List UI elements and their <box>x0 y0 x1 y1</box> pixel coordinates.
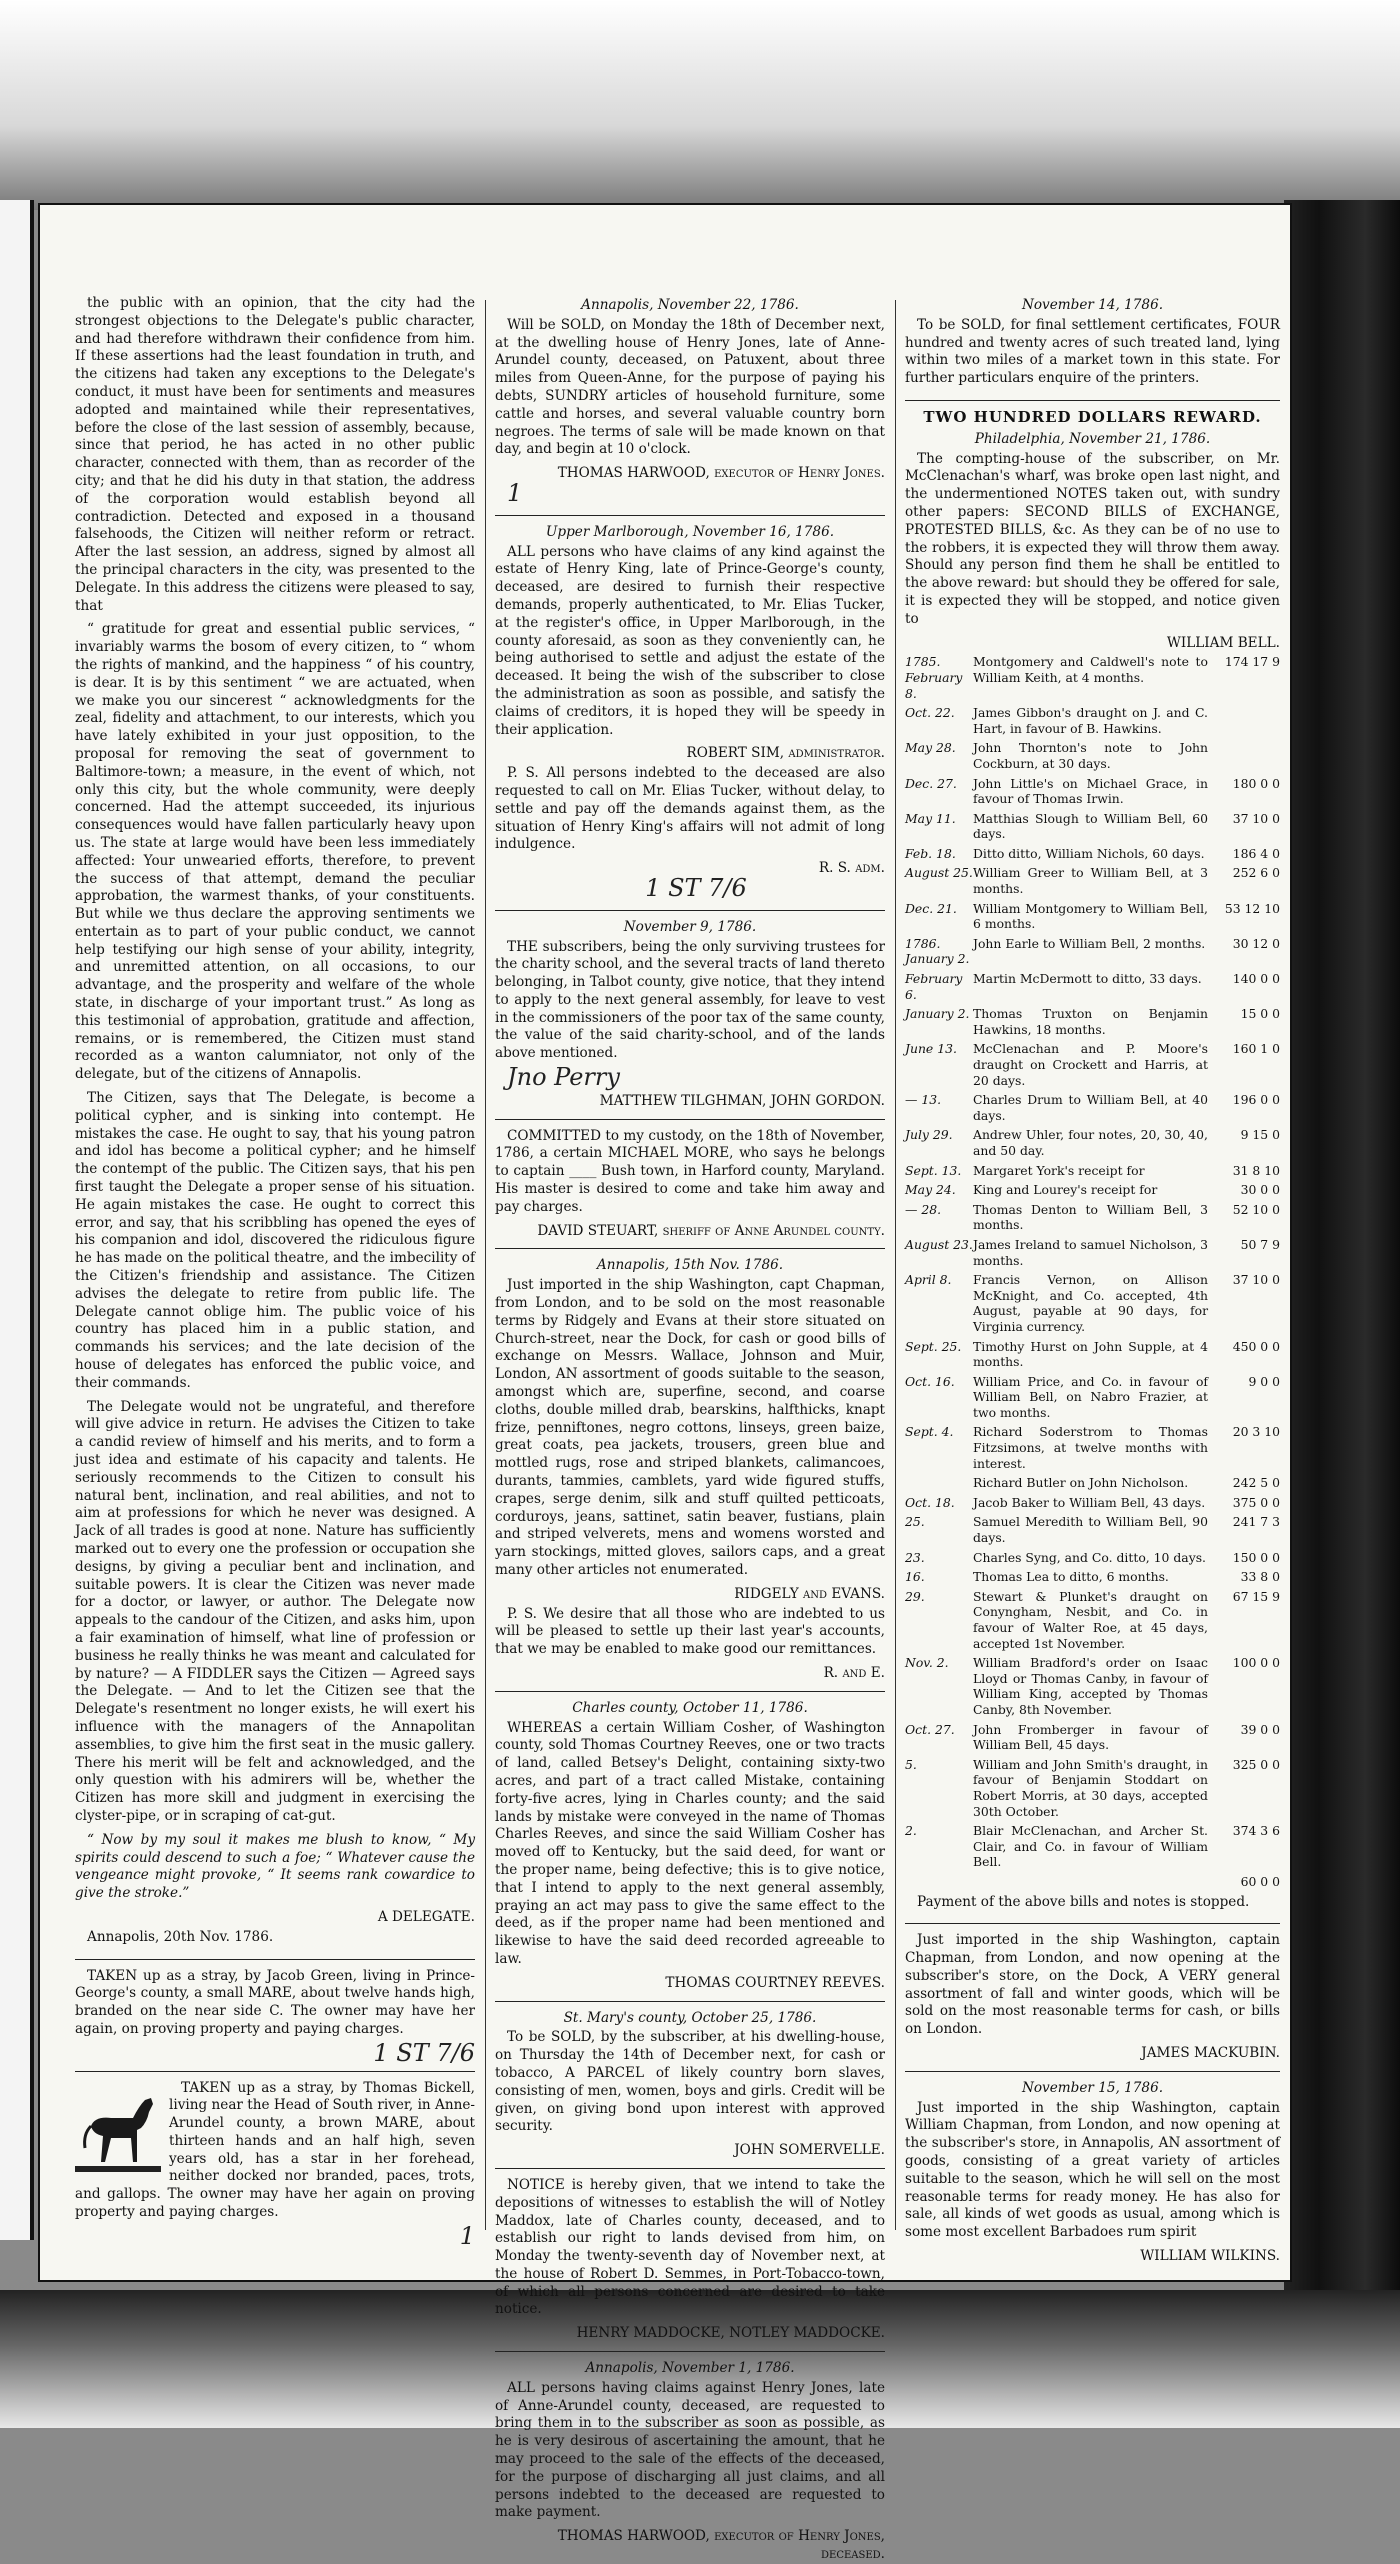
ledger-date: 16. <box>905 1569 925 1585</box>
ledger-desc: Stewart & Plunket's draught on Conyngham, Nesbit, and Co. in favour of Walter Roe, at 45 days, accepted 1st November. <box>973 1588 1208 1651</box>
ledger-row <box>905 1722 1280 1753</box>
ad-text: NOTICE is hereby given, that we intend to take the depositions of witnesses to establish the will of Notley Maddox, late of Charles county, deceased, and to establish our right to lands devised from him, on Monday the twenty-seventh day of November next, at the house of Robert D. Semmes, in Port-Tobacco-town, of which all persons concerned are desired to take notice. <box>495 2176 885 2318</box>
ledger-desc: Jacob Baker to William Bell, 43 days. <box>973 1494 1206 1510</box>
ledger-row <box>905 846 1280 862</box>
ad-text: Will be SOLD, on Monday the 18th of December next, at the dwelling house of Henry Jones, late of Anne-Arundel county, deceased, on Patuxent, about three miles from Queen-Anne, for the purpose of paying his debts, SUNDRY articles of household furniture, some cattle and horses, and several valuable country born negroes. The terms of sale will be made known on that day, and begin at 10 o'clock. <box>495 316 885 458</box>
ledger-desc: Thomas Lea to ditto, 6 months. <box>973 1569 1169 1585</box>
payment-note: Payment of the above bills and notes is stopped. <box>917 1893 1250 1910</box>
advertisement <box>905 2080 1280 2266</box>
ledger-desc: James Ireland to samuel Nicholson, 3 months. <box>973 1236 1208 1268</box>
ledger-amount: 33 8 0 <box>1240 1569 1280 1585</box>
ad-postscript: P. S. We desire that all those who are indebted to us will be pleased to settle up their last year's accounts, that we may be enabled to make good our remittances. <box>495 1605 885 1658</box>
column-rule <box>895 300 896 2230</box>
ledger-row <box>905 1424 1280 1471</box>
ledger-row <box>905 865 1280 896</box>
advertisement <box>495 1257 885 1691</box>
ledger-row <box>905 1550 1280 1566</box>
ad-text: To be SOLD, for final settlement certificates, FOUR hundred and twenty acres of such treated land, lying within two miles of a market town in this state. For further particulars enquire of the printers. <box>905 316 1280 387</box>
ledger-row <box>905 1182 1280 1198</box>
ledger-date: Oct. 22. <box>905 705 955 721</box>
ad-dateline: Annapolis, November 1, 1786. <box>585 2360 795 2377</box>
ledger-desc: John Fromberger in favour of William Bell, 45 days. <box>973 1721 1208 1753</box>
ad-dateline: St. Mary's county, October 25, 1786. <box>563 2009 817 2026</box>
ledger-desc: William Bradford's order on Isaac Lloyd or Thomas Canby, in favour of William King, accepted by Thomas Canby, 8th November. <box>973 1655 1208 1717</box>
ad-text: COMMITTED to my custody, on the 18th of November, 1786, a certain MICHAEL MORE, who says he belongs to captain ____ Bush town, in Harford county, Maryland. His master is desired to come and take him away and pay charges. <box>495 1127 885 1215</box>
ad-text: Just imported in the ship Washington, captain William Chapman, from London, and now opening at the subscriber's store, in Annapolis, AN assortment of goods, consisting of a great variety of articles suitable to the season, which he will sell on the most reasonable terms for ready money. He has also for sale, all kinds of wet goods as usual, among which is some most excellent Barbadoes rum spirit <box>905 2099 1280 2241</box>
ledger-desc: McClenachan and P. Moore's draught on Crockett and Harris, at 20 days. <box>973 1041 1208 1088</box>
ledger-desc: John Little's on Michael Grace, in favour of Thomas Irwin. <box>973 775 1208 807</box>
ad-text: To be SOLD, by the subscriber, at his dwelling-house, on Thursday the 14th of December next, for cash or tobacco, A PARCEL of likely country born slaves, consisting of men, women, boys and girls. Credit will be given, on giving bond upon interest with approved security. <box>495 2029 885 2135</box>
article-verse: “ Now by my soul it makes me blush to know, “ My spirits could descend to such a foe; “ Whatever cause the vengeance might provoke, “ It seems rank cowardice to give the stroke.” <box>75 1831 475 1902</box>
advertisement <box>495 524 885 911</box>
ledger-desc: William Greer to William Bell, at 3 months. <box>973 865 1208 897</box>
ledger-desc: Thomas Truxton on Benjamin Hawkins, 18 months. <box>973 1006 1208 1037</box>
ledger-row <box>905 740 1280 771</box>
column-right <box>905 295 1280 2265</box>
ledger-row <box>905 901 1280 932</box>
ledger-desc: Ditto ditto, William Nichols, 60 days. <box>973 845 1205 861</box>
ad-signature: WILLIAM BELL. <box>1166 634 1280 651</box>
ledger-desc: William Montgomery to William Bell, 6 months. <box>973 900 1208 932</box>
ledger-row <box>905 1237 1280 1268</box>
ledger-amount: 30 12 0 <box>1232 935 1280 951</box>
ledger-amount: 100 0 0 <box>1232 1655 1280 1671</box>
ledger-row <box>905 1823 1280 1870</box>
advertisement <box>495 2177 885 2352</box>
ad-dateline: November 14, 1786. <box>1021 297 1164 313</box>
ledger-date: 1785. February 8. <box>905 654 963 701</box>
ledger-amount: 242 5 0 <box>1232 1475 1280 1491</box>
handwritten-mark: 1 <box>459 2221 475 2250</box>
ledger-desc: William and John Smith's draught, in favour of Benjamin Stoddart on Robert Morris, at 30 days, accepted 30th October. <box>973 1756 1208 1819</box>
ledger-row <box>905 1655 1280 1717</box>
ledger-amount: 374 3 6 <box>1232 1823 1280 1839</box>
advertisement <box>495 1128 885 1250</box>
ledger-date <box>905 1475 973 1491</box>
ledger-row <box>905 1589 1280 1651</box>
ledger-desc: King and Lourey's receipt for <box>973 1182 1158 1198</box>
ledger-date: May 24. <box>905 1182 956 1198</box>
ledger-desc: James Gibbon's draught on J. and C. Hart, in favour of B. Hawkins. <box>973 705 1208 736</box>
advertisement <box>495 919 885 1120</box>
ledger-desc: Samuel Meredith to William Bell, 90 days. <box>973 1514 1208 1546</box>
ledger-amount: 180 0 0 <box>1232 775 1280 791</box>
ledger-desc: John Earle to William Bell, 2 months. <box>973 935 1206 951</box>
column-left <box>75 295 475 2250</box>
article-paragraph: The Delegate would not be ungrateful, and therefore will give advice in return. He advises the Citizen to take a candid review of himself and his merits, and to form a just idea and estimate of his capacity and talents. He seriously recommends to the Citizen to consult his natural bent, inclination, and real abilities, and not to aim at professions for which he never was designed. A Jack of all trades is good at none. Nature has sufficiently marked out to every one the profession or occupation she designs, by giving a peculiar bent and inclination, and suitable powers. It is clear the Citizen was never made for a doctor, or lawyer, or author. The Delegate now appeals to the candour of the Citizen, and asks him, upon a fair examination of himself, what line of profession or business he really thinks he was meant and calculated for by nature? — A FIDDLER says the Citizen — Agreed says the Delegate. — And to let the Citizen see that the Delegate's resentment no longer exists, he will exert his influence with the managers of the Annapolitan assemblies, to give him the first seat in the music gallery. There his merit will be felt and acknowledged, and the only question with his admirers will be, whether the Citizen has more skill and judgment in exercising the clyster-pipe, or in scraping of cat-gut. <box>75 1398 475 1824</box>
ledger-row <box>905 1163 1280 1179</box>
ad-signature: HENRY MADDOCKE, NOTLEY MADDOCKE. <box>576 2325 885 2342</box>
ledger-row <box>905 936 1280 967</box>
ledger-amount: 196 0 0 <box>1232 1092 1280 1108</box>
ad-postscript: P. S. All persons indebted to the deceased are also requested to call on Mr. Elias Tucker, without delay, to settle and pay off the demands against them, as the situation of Henry King's affairs will not admit of long indulgence. <box>495 765 885 853</box>
ledger-amount: 30 0 0 <box>1240 1182 1280 1198</box>
ledger-amount: 15 0 0 <box>1240 1006 1280 1022</box>
ledger-date: 25. <box>905 1514 925 1530</box>
ledger-date: Dec. 21. <box>905 900 957 916</box>
ledger-date: January 2. <box>905 1006 970 1022</box>
ad-initials: R. S. adm. <box>818 860 885 877</box>
ledger-desc: Matthias Slough to William Bell, 60 days. <box>973 810 1208 842</box>
ledger-date: 2. <box>905 1823 917 1839</box>
ledger-amount: 375 0 0 <box>1232 1494 1280 1510</box>
ledger-amount: 252 6 0 <box>1232 865 1280 881</box>
ad-signature: MATTHEW TILGHMAN, JOHN GORDON. <box>599 1092 885 1109</box>
ledger-desc: Thomas Denton to William Bell, 3 months. <box>973 1201 1208 1233</box>
ledger-row <box>905 1127 1280 1158</box>
ledger-amount: 52 10 0 <box>1232 1201 1280 1217</box>
ad-dateline: Charles county, October 11, 1786. <box>572 1699 808 1716</box>
ad-text: Just imported in the ship Washington, captain Chapman, from London, and now opening at the subscriber's store, on the Dock, A VERY general assortment of fall and winter goods, which will be sold on the most reasonable terms for cash, or bills on London. <box>905 1932 1280 2038</box>
ledger-row <box>905 1514 1280 1545</box>
ledger-amount: 9 15 0 <box>1240 1127 1280 1143</box>
ad-initials: R. and E. <box>823 1664 885 1681</box>
ledger-row <box>905 1272 1280 1334</box>
ledger-row <box>905 1874 1280 1890</box>
stray-notice <box>75 2079 475 2250</box>
article-paragraph: the public with an opinion, that the city had the strongest objections to the Delegate's public character, and had therefore withdrawn their confidence from him. If these assertions had the least foundation in truth, and the citizens had taken any exceptions to the Delegate's conduct, it must have been for sentiments and measures adopted and maintained while their representatives, before the close of the last session of assembly, because, since that period, he has acted in no other public character, connected with them, than as recorder of the city; and that he did his duty in that station, the address of the corporation would establish beyond all contradiction. Detected and exposed in a thousand falsehoods, the Citizen will neither reform or retract. After the last session, an address, signed by almost all the principal characters in the city, was presented to the Delegate. In this address the citizens were pleased to say, that <box>75 295 475 614</box>
ledger-amount: 39 0 0 <box>1240 1721 1280 1737</box>
ledger-desc: Timothy Hurst on John Supple, at 4 months. <box>973 1338 1208 1370</box>
advertisement <box>495 1700 885 2002</box>
ad-dateline: November 9, 1786. <box>623 918 757 935</box>
ledger-date: 5. <box>905 1756 917 1772</box>
ledger-amount: 9 0 0 <box>1248 1373 1280 1389</box>
ledger-row <box>905 1006 1280 1037</box>
ledger-date: April 8. <box>905 1272 952 1288</box>
ledger-date: — 13. <box>905 1092 942 1108</box>
advertisement <box>905 297 1280 401</box>
reward-title: TWO HUNDRED DOLLARS REWARD. <box>923 407 1262 426</box>
ad-signature: THOMAS HARWOOD, executor of Henry Jones. <box>557 465 885 482</box>
ledger-amount: 450 0 0 <box>1232 1338 1280 1354</box>
ad-text: ALL persons who have claims of any kind against the estate of Henry King, late of Prince-George's county, deceased, are desired to furnish their respective demands, properly authenticated, to Mr. Elias Tucker, at the register's office, in Upper Marlborough, in the county aforesaid, as soon as they conveniently can, he being authorised to settle and adjust the estate of the deceased. It being the wish of the subscriber to close the administration as soon as possible, and satisfy the claims of creditors, it is hoped they will be speedy in their application. <box>495 543 885 738</box>
ad-signature: JOHN SOMERVELLE. <box>734 2142 885 2159</box>
ledger-desc: Martin McDermott to ditto, 33 days. <box>973 971 1202 987</box>
ledger-row <box>905 1569 1280 1585</box>
ledger-row <box>905 1475 1280 1491</box>
ledger-row <box>905 1757 1280 1819</box>
ledger-date <box>905 1874 973 1890</box>
ad-text: ALL persons having claims against Henry Jones, late of Anne-Arundel county, deceased, are requested to bring them in to the subscriber as soon as possible, as he is very desirous of ascertaining the amount, that he may proceed to the sale of the effects of the deceased, for the purpose of discharging all just claims, and all persons indebted to the deceased are requested to make payment. <box>495 2379 885 2521</box>
ledger-desc <box>973 1874 1208 1890</box>
ledger-amount: 325 0 0 <box>1232 1756 1280 1772</box>
ledger-amount: 67 15 9 <box>1232 1588 1280 1604</box>
ad-dateline: Annapolis, November 22, 1786. <box>581 297 799 313</box>
column-middle <box>495 295 885 2563</box>
handwritten-mark: 1 ST 7/6 <box>373 2038 475 2067</box>
ledger-date: 23. <box>905 1549 925 1565</box>
horse-woodcut-icon <box>75 2082 161 2174</box>
ledger-amount <box>1208 705 1280 736</box>
ad-signature: THOMAS HARWOOD, executor of Henry Jones, deceased. <box>557 2528 885 2563</box>
ledger-amount: 53 12 10 <box>1224 900 1280 916</box>
ad-text: THE subscribers, being the only surviving trustees for the charity school, and the several tracts of land thereto belonging, in Talbot county, give notice, that they intend to apply to the next general assembly, for leave to vest in the commissioners of the poor tax of the same county, the value of the said charity-school, and of the lands above mentioned. <box>495 938 885 1062</box>
ad-signature: ROBERT SIM, administrator. <box>686 745 885 762</box>
ledger-date: Sept. 13. <box>905 1162 962 1178</box>
stray-notice-text: TAKEN up as a stray, by Jacob Green, living in Prince-George's county, a small MARE, about twelve hands high, branded on the near side C. The owner may have her again, on proving property and paying charges. <box>75 1967 475 2037</box>
ledger-date: 29. <box>905 1588 925 1604</box>
notes-ledger <box>905 654 1280 1870</box>
stray-notice-text: TAKEN up as a stray, by Thomas Bickell, living near the Head of South river, in Anne-Arundel county, a brown MARE, about thirteen hands and an half high, seven years old, has a star in her forehead, neither docked nor branded, paces, trots, and gallops. The owner may have her again on proving property and paying charges. <box>75 2079 475 2221</box>
ad-text: WHEREAS a certain William Cosher, of Washington county, sold Thomas Courtney Reeves, one or two tracts of land, called Betsey's Delight, containing sixty-two acres, and part of a tract called Mistake, containing forty-five acres, lying in Charles county; and the said lands by mistake were conveyed in the name of Thomas Charles Reeves, and since the said William Cosher has moved off to Kentucky, but the said deed, for want or the proper name, being defective; this is to give notice, that I intend to apply to the next general assembly, praying an act may pass to give the same effect to the deed, as if the proper name had been mentioned and likewise to have the said deed recorded agreeable to law. <box>495 1719 885 1967</box>
ad-dateline: November 15, 1786. <box>1021 2079 1164 2096</box>
ledger-amount <box>1208 740 1280 771</box>
ledger-date: — 28. <box>905 1201 942 1217</box>
ledger-date: Oct. 18. <box>905 1494 955 1510</box>
ledger-date: Sept. 25. <box>905 1338 962 1354</box>
advertisement <box>495 297 885 516</box>
ledger-desc: John Thornton's note to John Cockburn, at 30 days. <box>973 740 1208 771</box>
ledger-date: 1786. January 2. <box>905 935 970 967</box>
ledger-date: Dec. 27. <box>905 775 957 791</box>
ledger-amount: 37 10 0 <box>1232 1272 1280 1288</box>
ad-dateline: Upper Marlborough, November 16, 1786. <box>545 523 835 540</box>
ad-text: Just imported in the ship Washington, capt Chapman, from London, and to be sold on the most reasonable terms by Ridgely and Evans at their store situated on Church-street, near the Dock, for cash or good bills of exchange on Messrs. Wallace, Johnson and Muir, London, AN assortment of goods suitable to the season, amongst which are, superfine, second, and coarse cloths, double milled drab, bearskins, halfthicks, knapt frize, penniftones, negro cottons, linseys, green baize, great coats, pea jackets, trousers, green blue and mottled rugs, rose and striped blankets, calimancoes, durants, tammies, camblets, yard wide figured stuffs, crapes, serge denim, silk and stuff quilted petticoats, corduroys, jeans, sattinet, satin beaver, fustians, plain and striped velverets, mens and womens worsted and yarn stockings, mitted gloves, sailors caps, and a great many other articles not enumerated. <box>495 1277 885 1578</box>
previous-page-edge <box>0 200 34 2240</box>
ledger-desc: Montgomery and Caldwell's note to William Keith, at 4 months. <box>973 654 1208 685</box>
ledger-date: Nov. 2. <box>905 1655 949 1671</box>
advertisement <box>495 2010 885 2169</box>
ledger-date: July 29. <box>905 1127 953 1143</box>
ledger-amount: 150 0 0 <box>1232 1549 1280 1565</box>
ledger-date: Sept. 4. <box>905 1424 954 1440</box>
ledger-date: June 13. <box>905 1041 957 1057</box>
ledger-amount: 50 7 9 <box>1240 1236 1280 1252</box>
ad-dateline: Philadelphia, November 21, 1786. <box>974 430 1211 447</box>
ledger-date: February 6. <box>905 971 963 1002</box>
ad-signature: JAMES MACKUBIN. <box>1141 2045 1280 2062</box>
ledger-amount: 186 4 0 <box>1232 845 1280 861</box>
ad-signature: RIDGELY and EVANS. <box>734 1585 885 1602</box>
ledger-date: Feb. 18. <box>905 845 956 861</box>
ledger-row <box>905 1092 1280 1123</box>
ledger-date: August 25. <box>905 865 973 881</box>
ledger-row <box>905 705 1280 736</box>
ledger-row <box>905 654 1280 701</box>
column-rule <box>485 300 486 2230</box>
ledger-row <box>905 1202 1280 1233</box>
reward-notice <box>905 409 1280 1924</box>
advertisement <box>495 2360 885 2564</box>
ledger-row <box>905 1495 1280 1511</box>
stray-notice <box>75 1968 475 2072</box>
ledger-date: Oct. 27. <box>905 1721 955 1737</box>
ledger-desc: Francis Vernon, on Allison McKnight, and Co. accepted, 4th August, payable at 90 days, for Virginia currency. <box>973 1272 1208 1334</box>
article-signature: A DELEGATE. <box>377 1908 475 1925</box>
handwritten-mark: 1 ST 7/6 <box>645 873 747 902</box>
handwritten-signature: Jno Perry <box>507 1063 620 1092</box>
article-paragraph: The Citizen, says that The Delegate, is become a political cypher, and is sinking into contempt. He mistakes the case. He ought to say, that his young patron and idol has become a political cypher; and he himself the contempt of the public. The Citizen says, that his pen first taught the Delegate a proper sense of his situation. He again mistakes the case. He ought to correct this error, and say, that his scribbling has opened the eyes of his companion and idol, discovered the ridiculous figure he has made on the political theatre, and the imbecility of the Citizen's friendship and assistance. The Citizen advises the delegate to retire from public life. The Delegate cannot oblige him. The public voice of his country has placed him in a public station, and commands his services; and the late decision of the house of delegates has enforced the public voice, and their commands. <box>75 1090 475 1391</box>
ledger-desc: Blair McClenachan, and Archer St. Clair, and Co. in favour of William Bell. <box>973 1823 1208 1870</box>
ledger-amount: 174 17 9 <box>1224 654 1280 670</box>
ledger-row <box>905 1339 1280 1370</box>
ledger-row <box>905 1374 1280 1421</box>
ad-dateline: Annapolis, 15th Nov. 1786. <box>596 1257 784 1274</box>
ad-signature: THOMAS COURTNEY REEVES. <box>665 1974 885 1991</box>
ledger-date: May 11. <box>905 810 956 826</box>
ledger-desc: Richard Soderstrom to Thomas Fitzsimons, at twelve months with interest. <box>973 1424 1208 1471</box>
book-spine <box>1284 200 1400 2290</box>
handwritten-mark: 1 <box>507 478 523 507</box>
ledger-amount: 160 1 0 <box>1232 1041 1280 1057</box>
ad-text: The compting-house of the subscriber, on Mr. McClenachan's wharf, was broke open last night, and the undermentioned NOTES taken out, with sundry other papers: SECOND BILLS of EXCHANGE, PROTESTED BILLS, &c. As they can be of no use to the robbers, it is expected they will throw them away. Should any person find them he shall be entitled to the above reward: but should they be offered for sale, it is expected they will be stopped, and notice given to <box>905 450 1280 627</box>
article-dateline <box>75 1929 475 1960</box>
ledger-row <box>905 776 1280 807</box>
ledger-amount: 60 0 0 <box>1240 1873 1280 1889</box>
ledger-desc: Charles Syng, and Co. ditto, 10 days. <box>973 1549 1206 1565</box>
ledger-amount: 37 10 0 <box>1232 810 1280 826</box>
newspaper-page <box>40 205 1290 2563</box>
ledger-amount: 241 7 3 <box>1232 1514 1280 1530</box>
dateline-text: Annapolis, 20th Nov. 1786. <box>87 1928 274 1945</box>
scan-background-top <box>0 0 1400 210</box>
ledger-row <box>905 811 1280 842</box>
ledger-desc: Andrew Uhler, four notes, 20, 30, 40, and 50 day. <box>973 1127 1208 1158</box>
advertisement <box>905 1932 1280 2072</box>
ledger-desc: Margaret York's receipt for <box>973 1162 1145 1178</box>
ledger-desc: Charles Drum to William Bell, at 40 days. <box>973 1092 1208 1123</box>
ad-signature: DAVID STEUART, sheriff of Anne Arundel county. <box>537 1222 885 1239</box>
ledger-desc: William Price, and Co. in favour of William Bell, on Nabro Frazier, at two months. <box>973 1373 1208 1420</box>
ledger-date: Oct. 16. <box>905 1373 955 1389</box>
ledger-date: May 28. <box>905 740 956 756</box>
article-quote: “ gratitude for great and essential public services, “ invariably warms the bosom of every citizen, to “ whom the rights of mankind, and the happiness “ of his country, is dear. It is by this sentiment “ we are actuated, when we make you our sincerest “ acknowledgments for the zeal, fidelity and attachment, to our interests, which you have lately exhibited in your just opposition, to the proposal for removing the seat of government to Baltimore-town; a measure, in the event of which, not only this city, but the whole community, were deeply concerned. Had the attempt succeeded, its injurious consequences would have fallen particularly heavy upon us. The state at large would have been less immediately affected: Your unwearied efforts, therefore, to prevent the success of that attempt, demand the peculiar approbation, the warmest thanks, of your constituents. But while we thus declare the approving sentiments we entertain as to part of your public conduct, we cannot help testifying our high sense of your ability, integrity, and unremitted attention, on all occasions, to our advantage, and the prosperity and welfare of the whole state, in discharge of your important trust.” As long as this testimonial of approbation, gratitude and affection, remains, or is remembered, the Citizen must stand recorded as a wanton calumniator, not only of the delegate, but of the citizens of Annapolis. <box>75 621 475 1083</box>
ledger-date: August 23. <box>905 1236 973 1252</box>
ledger-amount: 31 8 10 <box>1232 1162 1280 1178</box>
ledger-row <box>905 1041 1280 1088</box>
ledger-amount: 140 0 0 <box>1232 971 1280 987</box>
ledger-amount: 20 3 10 <box>1232 1424 1280 1440</box>
ad-signature: WILLIAM WILKINS. <box>1140 2248 1280 2265</box>
ledger-desc: Richard Butler on John Nicholson. <box>973 1475 1189 1491</box>
ledger-row <box>905 971 1280 1002</box>
